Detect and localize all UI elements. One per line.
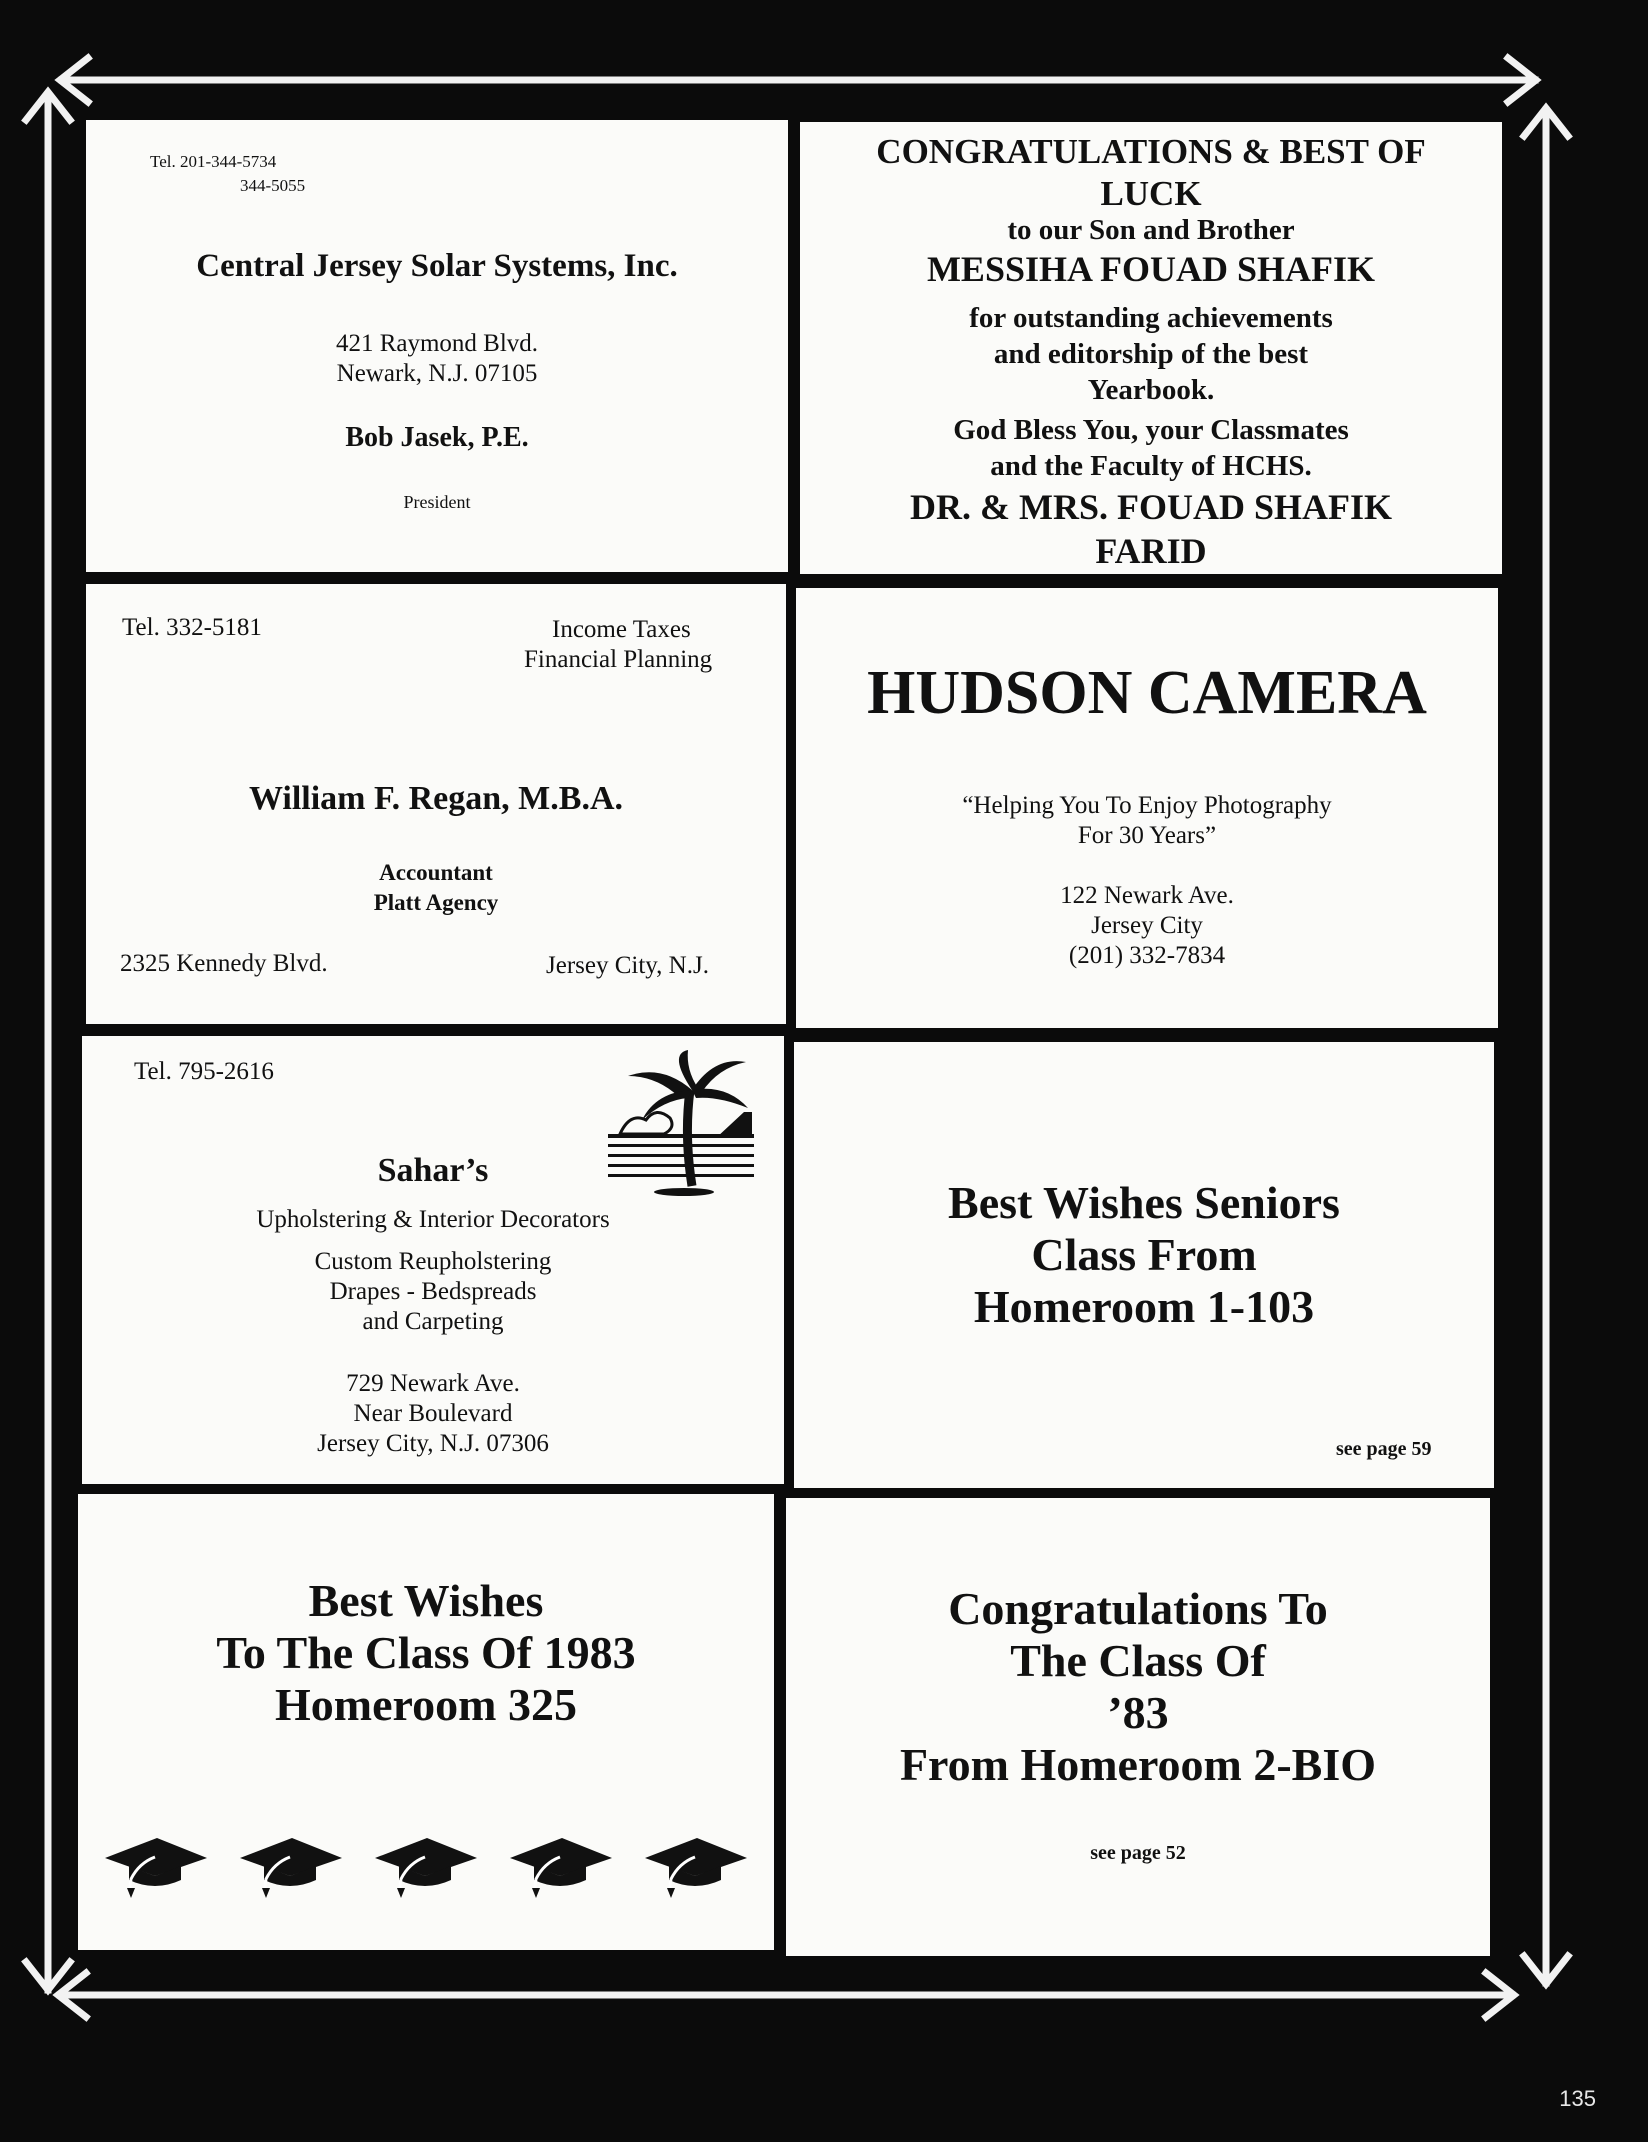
regan-role-line2: Platt Agency bbox=[373, 890, 499, 915]
hudson-slogan-line1: “Helping You To Enjoy Photography bbox=[962, 792, 1332, 819]
ad-shafik-congratulations bbox=[800, 122, 1502, 574]
shafik-line7: Yearbook. bbox=[1087, 374, 1215, 406]
sahar-service-line1: Custom Reupholstering bbox=[314, 1248, 552, 1275]
hr1103-line2: Class From bbox=[1031, 1229, 1257, 1280]
hr325-line3: Homeroom 325 bbox=[275, 1679, 577, 1730]
ad-central-jersey-solar bbox=[86, 120, 788, 572]
graduation-cap-icon bbox=[371, 1830, 481, 1900]
graduation-caps-row bbox=[78, 1830, 774, 1900]
regan-tel: Tel. 332-5181 bbox=[122, 614, 262, 641]
ad-sahars-upholstering bbox=[82, 1036, 784, 1484]
graduation-cap-icon bbox=[641, 1830, 751, 1900]
regan-service-line1: Income Taxes bbox=[552, 616, 691, 643]
hudson-phone: (201) 332-7834 bbox=[1068, 942, 1226, 969]
shafik-line1: CONGRATULATIONS & BEST OF bbox=[876, 132, 1426, 171]
shafik-line6: and editorship of the best bbox=[993, 338, 1309, 370]
solar-tel-line1: Tel. 201-344-5734 bbox=[150, 152, 277, 171]
sahar-address-line3: Jersey City, N.J. 07306 bbox=[317, 1430, 549, 1457]
hr2bio-see-page: see page 52 bbox=[1090, 1842, 1186, 1864]
hudson-address-line1: 122 Newark Ave. bbox=[1060, 882, 1234, 909]
solar-address-line1: 421 Raymond Blvd. bbox=[335, 330, 539, 357]
hr1103-line1: Best Wishes Seniors bbox=[948, 1177, 1340, 1228]
hr2bio-line4: From Homeroom 2-BIO bbox=[899, 1739, 1377, 1790]
sahar-service-line2: Drapes - Bedspreads bbox=[329, 1278, 537, 1305]
hr1103-see-page: see page 59 bbox=[1336, 1438, 1432, 1460]
hr2bio-line1: Congratulations To bbox=[948, 1583, 1328, 1634]
regan-service-line2: Financial Planning bbox=[524, 646, 713, 673]
solar-company-name: Central Jersey Solar Systems, Inc. bbox=[196, 248, 678, 284]
ad-homeroom-1-103 bbox=[794, 1042, 1494, 1488]
ad-homeroom-325 bbox=[78, 1494, 774, 1950]
solar-contact-title: President bbox=[403, 492, 471, 512]
page-number: 135 bbox=[1559, 2086, 1596, 2111]
hudson-address-line2: Jersey City bbox=[1091, 912, 1203, 939]
hr325-line1: Best Wishes bbox=[308, 1575, 544, 1626]
ad-hudson-camera bbox=[796, 588, 1498, 1028]
solar-tel-line2: 344-5055 bbox=[240, 176, 306, 195]
solar-address-line2: Newark, N.J. 07105 bbox=[336, 360, 538, 387]
ad-homeroom-2-bio bbox=[786, 1498, 1490, 1956]
regan-name: William F. Regan, M.B.A. bbox=[248, 780, 624, 817]
sahar-name: Sahar’s bbox=[377, 1152, 489, 1189]
graduation-cap-icon bbox=[236, 1830, 346, 1900]
hr325-line2: To The Class Of 1983 bbox=[216, 1627, 636, 1678]
sahar-tel: Tel. 795-2616 bbox=[134, 1058, 274, 1085]
hr2bio-line2: The Class Of bbox=[1010, 1635, 1266, 1686]
shafik-line9: and the Faculty of HCHS. bbox=[990, 450, 1312, 482]
hr2bio-line3: ’83 bbox=[1107, 1687, 1169, 1738]
shafik-line11: FARID bbox=[1095, 531, 1207, 571]
regan-city: Jersey City, N.J. bbox=[546, 952, 709, 979]
regan-role-line1: Accountant bbox=[379, 860, 493, 885]
sahar-subtitle: Upholstering & Interior Decorators bbox=[256, 1206, 610, 1233]
sahar-address-line1: 729 Newark Ave. bbox=[346, 1370, 520, 1397]
shafik-son-name: MESSIHA FOUAD SHAFIK bbox=[926, 249, 1376, 289]
hr1103-line3: Homeroom 1-103 bbox=[973, 1281, 1315, 1332]
ad-william-regan bbox=[86, 584, 786, 1024]
shafik-line8: God Bless You, your Classmates bbox=[953, 414, 1349, 446]
regan-address: 2325 Kennedy Blvd. bbox=[120, 950, 328, 977]
shafik-parents-name: DR. & MRS. FOUAD SHAFIK bbox=[910, 487, 1392, 527]
sahar-service-line3: and Carpeting bbox=[362, 1308, 504, 1335]
graduation-cap-icon bbox=[101, 1830, 211, 1900]
graduation-cap-icon bbox=[506, 1830, 616, 1900]
solar-contact-name: Bob Jasek, P.E. bbox=[345, 422, 529, 453]
hudson-slogan-line2: For 30 Years” bbox=[1077, 822, 1217, 849]
shafik-line5: for outstanding achievements bbox=[969, 302, 1333, 334]
shafik-line2: LUCK bbox=[1100, 174, 1202, 213]
hudson-name: HUDSON CAMERA bbox=[867, 659, 1427, 727]
shafik-line3: to our Son and Brother bbox=[1007, 214, 1295, 246]
sahar-address-line2: Near Boulevard bbox=[353, 1400, 513, 1427]
